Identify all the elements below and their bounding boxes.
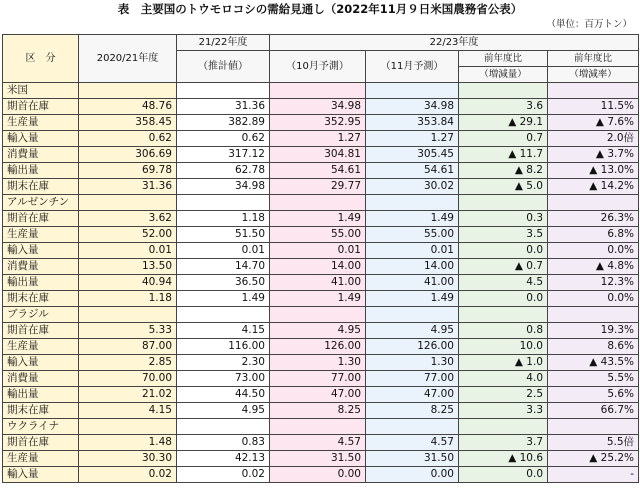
table-row	[3, 163, 639, 179]
cell-2122: 62.78	[177, 163, 270, 179]
header-diff-sub: （増減量）	[459, 67, 548, 83]
cell-diff: 0.0	[459, 243, 548, 259]
table-row	[3, 371, 639, 387]
cell-oct: 126.00	[270, 339, 366, 355]
cell-oct: 54.61	[270, 163, 366, 179]
cell-diff: 3.7	[459, 435, 548, 451]
header-nov: （11月予測）	[366, 51, 459, 83]
cell-2122: 44.50	[177, 387, 270, 403]
supply-demand-table	[2, 34, 639, 483]
cell-nov: 4.57	[366, 435, 459, 451]
cell-2020: 358.45	[79, 115, 177, 131]
cell-diff: ▲ 29.1	[459, 115, 548, 131]
unit-label: （単位：百万トン）	[546, 19, 632, 30]
country-empty-cell	[270, 307, 366, 323]
country-empty-cell	[366, 195, 459, 211]
cell-oct: 31.50	[270, 451, 366, 467]
cell-oct: 55.00	[270, 227, 366, 243]
cell-nov: 1.49	[366, 291, 459, 307]
row-label: 期首在庫	[3, 435, 79, 451]
country-empty-cell	[270, 419, 366, 435]
cell-2020: 30.30	[79, 451, 177, 467]
cell-rate: 0.0%	[548, 243, 639, 259]
cell-2020: 31.36	[79, 179, 177, 195]
table-row	[3, 275, 639, 291]
cell-rate: 11.5%	[548, 99, 639, 115]
table-row	[3, 387, 639, 403]
cell-diff: 0.7	[459, 131, 548, 147]
cell-oct: 34.98	[270, 99, 366, 115]
cell-diff: 0.0	[459, 467, 548, 483]
cell-nov: 4.95	[366, 323, 459, 339]
cell-2122: 0.02	[177, 467, 270, 483]
row-label: 輸出量	[3, 275, 79, 291]
cell-oct: 0.00	[270, 467, 366, 483]
country-empty-cell	[548, 419, 639, 435]
cell-2122: 36.50	[177, 275, 270, 291]
cell-oct: 352.95	[270, 115, 366, 131]
cell-diff: 0.3	[459, 211, 548, 227]
cell-oct: 1.49	[270, 291, 366, 307]
cell-2020: 70.00	[79, 371, 177, 387]
cell-nov: 31.50	[366, 451, 459, 467]
header-2122: 21/22年度	[177, 35, 270, 51]
country-empty-cell	[548, 307, 639, 323]
cell-oct: 1.30	[270, 355, 366, 371]
row-label: 輸入量	[3, 131, 79, 147]
row-label: 生産量	[3, 227, 79, 243]
table-row	[3, 323, 639, 339]
country-empty-cell	[177, 83, 270, 99]
table-row	[3, 131, 639, 147]
cell-oct: 47.00	[270, 387, 366, 403]
cell-rate: 2.0倍	[548, 131, 639, 147]
cell-rate: ▲ 43.5%	[548, 355, 639, 371]
cell-2122: 51.50	[177, 227, 270, 243]
cell-2020: 5.33	[79, 323, 177, 339]
cell-2020: 0.02	[79, 467, 177, 483]
country-row	[3, 195, 639, 211]
row-label: 期末在庫	[3, 179, 79, 195]
cell-diff: ▲ 11.7	[459, 147, 548, 163]
cell-rate: ▲ 25.2%	[548, 451, 639, 467]
cell-oct: 77.00	[270, 371, 366, 387]
table-row	[3, 355, 639, 371]
country-empty-cell	[177, 307, 270, 323]
cell-2122: 42.13	[177, 451, 270, 467]
row-label: 期末在庫	[3, 291, 79, 307]
cell-oct: 14.00	[270, 259, 366, 275]
header-diff: 前年度比	[459, 51, 548, 67]
cell-rate: 0.0%	[548, 291, 639, 307]
row-label: 期首在庫	[3, 99, 79, 115]
cell-diff: 3.6	[459, 99, 548, 115]
cell-diff: ▲ 0.7	[459, 259, 548, 275]
cell-2020: 21.02	[79, 387, 177, 403]
cell-oct: 4.95	[270, 323, 366, 339]
cell-rate: -	[548, 467, 639, 483]
country-name: ブラジル	[3, 307, 79, 323]
header-2020: 2020/21年度	[79, 35, 177, 83]
country-empty-cell	[548, 195, 639, 211]
cell-diff: 2.5	[459, 387, 548, 403]
cell-2020: 4.15	[79, 403, 177, 419]
cell-2122: 317.12	[177, 147, 270, 163]
country-name: ウクライナ	[3, 419, 79, 435]
table-row	[3, 291, 639, 307]
cell-2020: 69.78	[79, 163, 177, 179]
cell-2122: 4.15	[177, 323, 270, 339]
cell-nov: 305.45	[366, 147, 459, 163]
cell-rate: 8.6%	[548, 339, 639, 355]
header-row-label: 区 分	[3, 35, 79, 83]
row-label: 期末在庫	[3, 403, 79, 419]
cell-diff: 4.0	[459, 371, 548, 387]
cell-rate: 5.5倍	[548, 435, 639, 451]
table-row	[3, 451, 639, 467]
table-row	[3, 259, 639, 275]
country-empty-cell	[459, 307, 548, 323]
row-label: 消費量	[3, 147, 79, 163]
table-row	[3, 179, 639, 195]
country-empty-cell	[177, 195, 270, 211]
country-empty-cell	[79, 83, 177, 99]
cell-2122: 1.18	[177, 211, 270, 227]
row-label: 生産量	[3, 451, 79, 467]
table-body	[3, 35, 639, 483]
cell-2122: 0.62	[177, 131, 270, 147]
cell-rate: ▲ 14.2%	[548, 179, 639, 195]
cell-rate: 19.3%	[548, 323, 639, 339]
header-rate-sub: （増減率）	[548, 67, 639, 83]
cell-nov: 126.00	[366, 339, 459, 355]
country-empty-cell	[79, 195, 177, 211]
cell-2122: 31.36	[177, 99, 270, 115]
row-label: 消費量	[3, 371, 79, 387]
cell-2122: 116.00	[177, 339, 270, 355]
page-title: 表 主要国のトウモロコシの需給見通し（2022年11月９日米国農務省公表）	[117, 2, 523, 16]
cell-nov: 41.00	[366, 275, 459, 291]
cell-oct: 0.01	[270, 243, 366, 259]
country-row	[3, 83, 639, 99]
cell-nov: 54.61	[366, 163, 459, 179]
cell-rate: ▲ 13.0%	[548, 163, 639, 179]
country-empty-cell	[270, 83, 366, 99]
country-empty-cell	[177, 419, 270, 435]
cell-diff: 10.0	[459, 339, 548, 355]
cell-rate: 66.7%	[548, 403, 639, 419]
cell-diff: 3.5	[459, 227, 548, 243]
country-empty-cell	[548, 83, 639, 99]
cell-diff: 3.3	[459, 403, 548, 419]
cell-2122: 2.30	[177, 355, 270, 371]
table-row	[3, 243, 639, 259]
cell-2020: 306.69	[79, 147, 177, 163]
header-oct: （10月予測）	[270, 51, 366, 83]
cell-oct: 1.27	[270, 131, 366, 147]
row-label: 輸出量	[3, 387, 79, 403]
row-label: 輸入量	[3, 243, 79, 259]
country-row	[3, 419, 639, 435]
row-label: 輸入量	[3, 467, 79, 483]
cell-diff: 0.0	[459, 291, 548, 307]
table-row	[3, 339, 639, 355]
cell-rate: 6.8%	[548, 227, 639, 243]
row-label: 輸出量	[3, 163, 79, 179]
cell-2020: 52.00	[79, 227, 177, 243]
cell-nov: 77.00	[366, 371, 459, 387]
country-empty-cell	[366, 419, 459, 435]
header-row-1	[3, 35, 639, 51]
cell-diff: ▲ 1.0	[459, 355, 548, 371]
country-empty-cell	[366, 307, 459, 323]
cell-rate: ▲ 7.6%	[548, 115, 639, 131]
country-empty-cell	[79, 307, 177, 323]
country-empty-cell	[270, 195, 366, 211]
cell-oct: 1.49	[270, 211, 366, 227]
cell-2020: 0.01	[79, 243, 177, 259]
cell-oct: 304.81	[270, 147, 366, 163]
cell-2122: 4.95	[177, 403, 270, 419]
cell-2020: 3.62	[79, 211, 177, 227]
cell-nov: 1.27	[366, 131, 459, 147]
cell-2020: 1.18	[79, 291, 177, 307]
table-row	[3, 403, 639, 419]
table-row	[3, 467, 639, 483]
cell-oct: 29.77	[270, 179, 366, 195]
header-rate: 前年度比	[548, 51, 639, 67]
cell-rate: 5.6%	[548, 387, 639, 403]
table-row	[3, 227, 639, 243]
row-label: 期首在庫	[3, 323, 79, 339]
cell-2122: 73.00	[177, 371, 270, 387]
cell-nov: 1.49	[366, 211, 459, 227]
cell-nov: 8.25	[366, 403, 459, 419]
cell-2122: 1.49	[177, 291, 270, 307]
cell-rate: 26.3%	[548, 211, 639, 227]
cell-oct: 8.25	[270, 403, 366, 419]
cell-nov: 47.00	[366, 387, 459, 403]
cell-2122: 0.83	[177, 435, 270, 451]
cell-rate: ▲ 4.8%	[548, 259, 639, 275]
cell-rate: ▲ 3.7%	[548, 147, 639, 163]
cell-rate: 12.3%	[548, 275, 639, 291]
row-label: 輸入量	[3, 355, 79, 371]
country-empty-cell	[459, 83, 548, 99]
cell-2020: 87.00	[79, 339, 177, 355]
cell-2122: 34.98	[177, 179, 270, 195]
cell-diff: ▲ 10.6	[459, 451, 548, 467]
cell-nov: 353.84	[366, 115, 459, 131]
cell-diff: ▲ 8.2	[459, 163, 548, 179]
cell-diff: 0.8	[459, 323, 548, 339]
cell-oct: 4.57	[270, 435, 366, 451]
row-label: 生産量	[3, 339, 79, 355]
cell-2020: 2.85	[79, 355, 177, 371]
cell-nov: 0.01	[366, 243, 459, 259]
row-label: 消費量	[3, 259, 79, 275]
row-label: 生産量	[3, 115, 79, 131]
country-empty-cell	[459, 195, 548, 211]
table-row	[3, 147, 639, 163]
cell-2122: 382.89	[177, 115, 270, 131]
country-name: アルゼンチン	[3, 195, 79, 211]
table-row	[3, 115, 639, 131]
country-empty-cell	[366, 83, 459, 99]
country-empty-cell	[459, 419, 548, 435]
cell-2020: 1.48	[79, 435, 177, 451]
cell-2020: 0.62	[79, 131, 177, 147]
cell-diff: 4.5	[459, 275, 548, 291]
country-name: 米国	[3, 83, 79, 99]
cell-2122: 14.70	[177, 259, 270, 275]
cell-2122: 0.01	[177, 243, 270, 259]
cell-nov: 55.00	[366, 227, 459, 243]
header-2223: 22/23年度	[270, 35, 639, 51]
cell-nov: 0.00	[366, 467, 459, 483]
cell-nov: 14.00	[366, 259, 459, 275]
cell-oct: 41.00	[270, 275, 366, 291]
cell-2020: 40.94	[79, 275, 177, 291]
table-row	[3, 435, 639, 451]
row-label: 期首在庫	[3, 211, 79, 227]
header-2122-sub: （推計値）	[177, 51, 270, 83]
cell-nov: 30.02	[366, 179, 459, 195]
table-row	[3, 211, 639, 227]
cell-2020: 48.76	[79, 99, 177, 115]
table-row	[3, 99, 639, 115]
country-empty-cell	[79, 419, 177, 435]
cell-2020: 13.50	[79, 259, 177, 275]
country-row	[3, 307, 639, 323]
cell-diff: ▲ 5.0	[459, 179, 548, 195]
cell-nov: 1.30	[366, 355, 459, 371]
cell-nov: 34.98	[366, 99, 459, 115]
cell-rate: 5.5%	[548, 371, 639, 387]
